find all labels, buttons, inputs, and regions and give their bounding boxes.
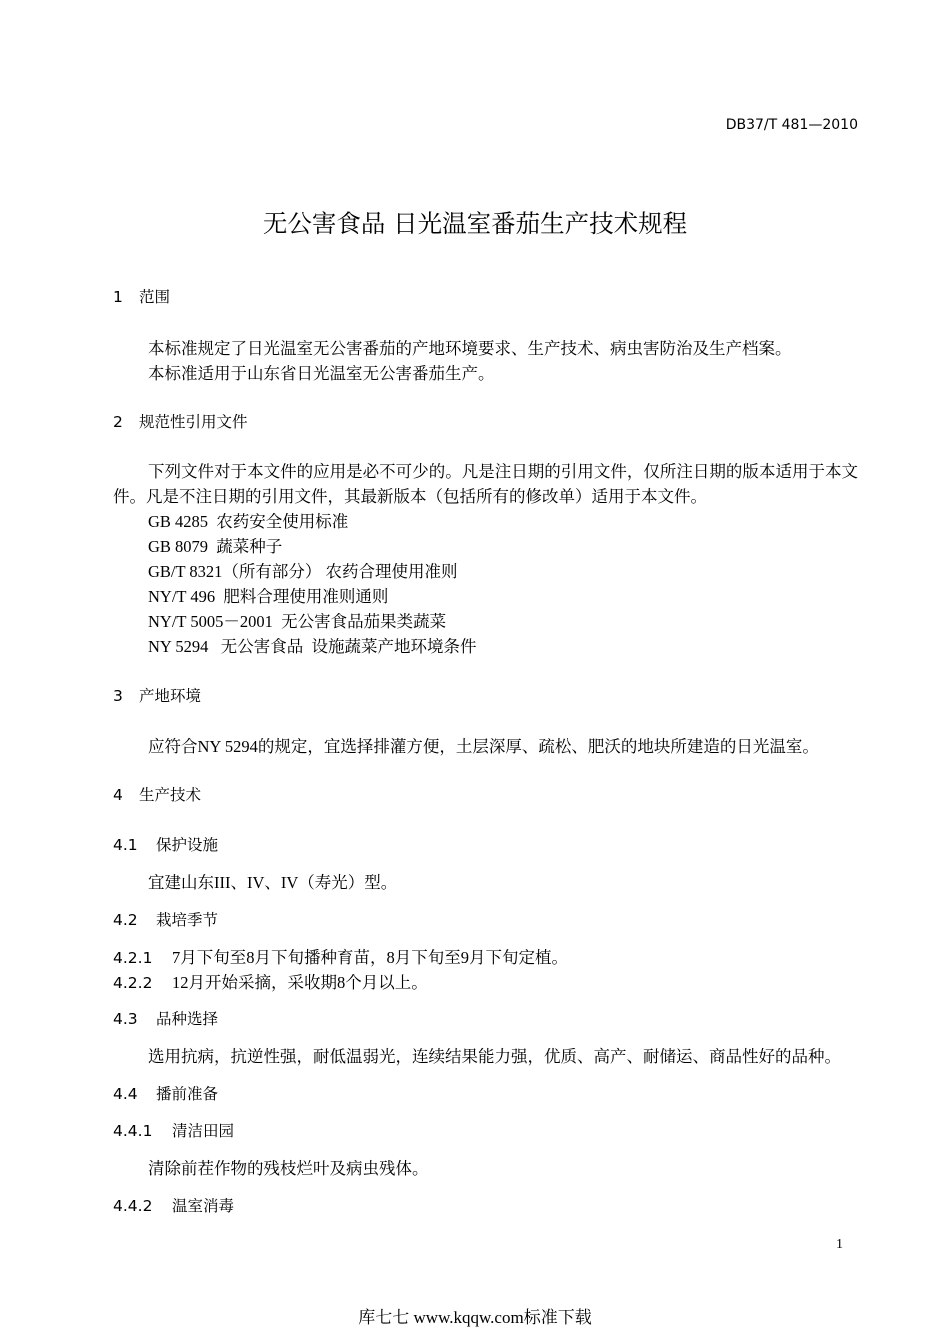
- section-number: 3: [113, 687, 123, 705]
- section-number: 4.1: [113, 836, 138, 854]
- section-title: 规范性引用文件: [139, 413, 248, 431]
- section-4-4-1-heading: [113, 1121, 234, 1141]
- document-title: 无公害食品 日光温室番茄生产技术规程: [262, 209, 688, 238]
- footer-watermark-text: 库七七 www.kqqw.com标准下载: [358, 1308, 592, 1327]
- section-1-heading: [113, 287, 170, 307]
- section-number: 4.4.1: [113, 1122, 153, 1140]
- section-number: 4.3: [113, 1010, 138, 1028]
- section-title: 栽培季节: [156, 911, 219, 929]
- clause-number: 4.2.1: [113, 949, 153, 967]
- reference-item: GB/T 8321（所有部分） 农药合理使用准则: [148, 562, 458, 581]
- section-number: 4: [113, 786, 123, 804]
- clause-number: 4.2.2: [113, 974, 153, 992]
- section-title: 清洁田园: [172, 1122, 235, 1140]
- section-title: 保护设施: [156, 836, 219, 854]
- reference-item: NY 5294 无公害食品 设施蔬菜产地环境条件: [148, 637, 477, 656]
- section-2-heading: [113, 412, 248, 432]
- normative-references-intro: 下列文件对于本文件的应用是必不可少的。凡是注日期的引用文件，仅所注日期的版本适用于本文件。凡是不注日期的引用文件，其最新版本（包括所有的修改单）适用于本文件。: [113, 462, 858, 506]
- section-number: 4.4: [113, 1085, 138, 1103]
- section-3-heading: [113, 686, 201, 706]
- environment-paragraph: 应符合NY 5294的规定，宜选择排灌方便，土层深厚、疏松、肥沃的地块所建造的日光温室。: [148, 737, 819, 756]
- field-cleaning-paragraph: 清除前茬作物的残枝烂叶及病虫残体。: [148, 1159, 429, 1178]
- reference-item: NY/T 496 肥料合理使用准则通则: [148, 587, 389, 606]
- clause-text: 7月下旬至8月下旬播种育苗，8月下旬至9月下旬定植。: [172, 948, 568, 967]
- reference-item: GB 4285 农药安全使用标准: [148, 512, 349, 531]
- section-number: 4.2: [113, 911, 138, 929]
- clause-4-2-2: [113, 970, 428, 995]
- section-4-heading: [113, 785, 201, 805]
- reference-item: GB 8079 蔬菜种子: [148, 537, 283, 556]
- variety-selection-paragraph: 选用抗病，抗逆性强，耐低温弱光，连续结果能力强，优质、高产、耐储运、商品性好的品种。: [148, 1047, 841, 1066]
- section-4-1-heading: [113, 835, 218, 855]
- section-number: 2: [113, 413, 123, 431]
- section-title: 生产技术: [139, 786, 202, 804]
- section-4-4-heading: [113, 1084, 218, 1104]
- standard-number: DB37/T 481—2010: [725, 117, 858, 133]
- section-4-3-heading: [113, 1009, 218, 1029]
- section-title: 品种选择: [156, 1010, 219, 1028]
- protection-facility-paragraph: 宜建山东III、IV、IV（寿光）型。: [148, 873, 398, 892]
- clause-4-2-1: [113, 945, 568, 970]
- clause-text: 12月开始采摘，采收期8个月以上。: [172, 973, 428, 992]
- section-number: 4.4.2: [113, 1197, 153, 1215]
- reference-item: NY/T 5005－2001 无公害食品茄果类蔬菜: [148, 612, 447, 631]
- scope-paragraph-2: 本标准适用于山东省日光温室无公害番茄生产。: [148, 364, 495, 383]
- section-title: 播前准备: [156, 1085, 219, 1103]
- section-title: 范围: [139, 288, 171, 306]
- section-title: 产地环境: [139, 687, 202, 705]
- page-number: 1: [836, 1237, 843, 1252]
- section-number: 1: [113, 288, 123, 306]
- section-title: 温室消毒: [172, 1197, 235, 1215]
- section-4-2-heading: [113, 910, 218, 930]
- section-4-4-2-heading: [113, 1196, 234, 1216]
- scope-paragraph-1: 本标准规定了日光温室无公害番茄的产地环境要求、生产技术、病虫害防治及生产档案。: [148, 339, 792, 358]
